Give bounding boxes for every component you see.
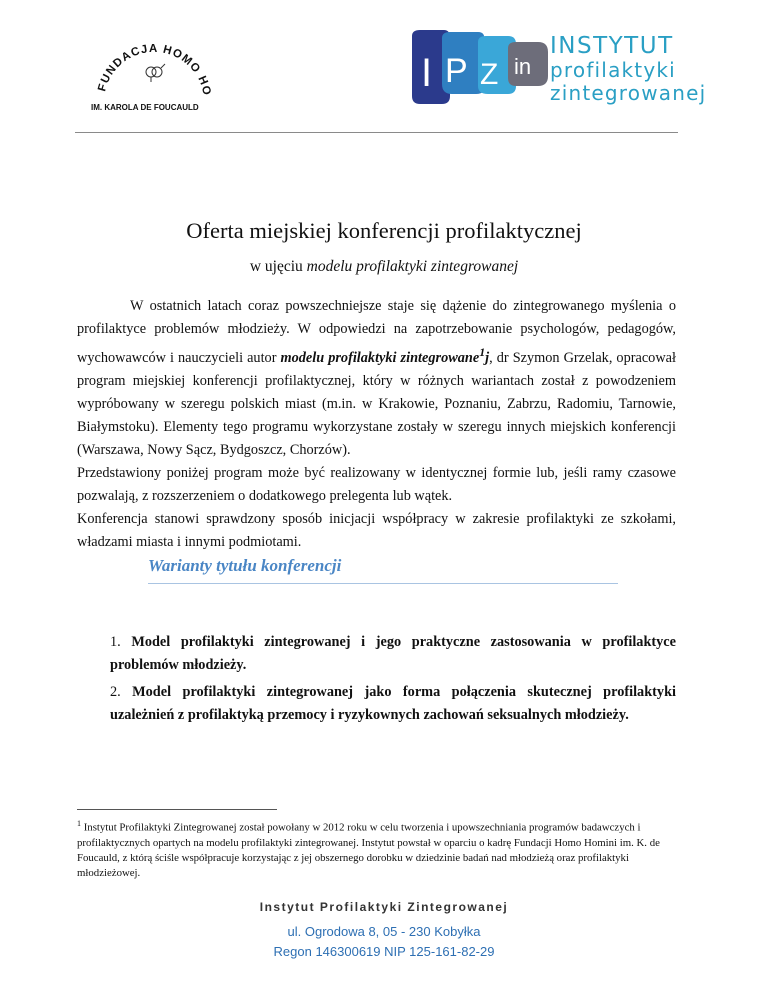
foundation-arc-text: FUNDACJA HOMO HO xyxy=(96,42,213,98)
footer-address: ul. Ogrodowa 8, 05 - 230 Kobyłka xyxy=(287,924,481,939)
variant-title: Model profilaktyki zintegrowanej i jego praktyczne zastosowania w profilaktyce problemów młodzieży. xyxy=(110,634,676,673)
variant-number: 2. xyxy=(110,684,133,700)
section-divider xyxy=(148,583,618,584)
svg-text:P: P xyxy=(445,52,468,90)
footnote xyxy=(77,816,677,881)
svg-text:FUNDACJA HOMO HOMINI xyxy=(85,22,213,97)
section-heading: Warianty tytułu konferencji xyxy=(148,556,342,575)
intro-paragraph: W ostatnich latach coraz powszechniejsze staje się dążenie do zintegrowanego myślenia o profilaktyce problemów młodzieży. W odpowiedzi na zapotrzebowanie psychologów, pedagogów, wychowawców i nauczycieli autor modelu profilaktyki zintegrowane$^1$j, dr Szymon Grzelak, opracował program miejskiej konferencji profilaktycznej, który w różnych wariantach został z powodzeniem wypróbowany w szeregu polskich miast (m.in. w Krakowie, Poznaniu, Zabrzu, Radomiu, Tarnowie, Białymstoku). Elementy tego programu wykorzystane zostały w szeregu innych miejskich konferencji (Warszawa, Nowy Sącz, Bydgoszcz, Chorzów). xyxy=(77,298,676,458)
subtitle-italic: modelu profilaktyki zintegrowanej xyxy=(306,258,519,275)
page-subtitle xyxy=(0,258,768,276)
foundation-logo-graphic xyxy=(85,22,235,114)
footnote-marker: 1 xyxy=(77,819,81,828)
list-item xyxy=(110,681,676,727)
footnote-ref[interactable]: 1 xyxy=(479,345,486,359)
variant-title: Model profilaktyki zintegrowanej jako forma połączenia skutecznej profilaktyki uzależnień z profilaktyką przemocy i ryzykownych zachowań seksualnych młodzieży. xyxy=(110,684,676,723)
footer-institute-name: Instytut Profilaktyki Zintegrowanej xyxy=(259,900,509,914)
gender-symbols-icon xyxy=(146,64,165,82)
header-divider xyxy=(75,132,678,133)
footnote-divider xyxy=(77,809,277,810)
foundation-logo xyxy=(85,22,235,114)
logo-line-zintegrowanej: zintegrowanej xyxy=(550,81,707,105)
footnote-text: Instytut Profilaktyki Zintegrowanej został powołany w 2012 roku w celu tworzenia i upowszechniania programów badawczych i profilaktycznych opartych na modelu profilaktyki zintegrowanej. Instytut powstał w oparciu o kadrę Fundacji Homo Homini im. K. de Foucauld, z którą ściśle współpracuje korzystając z jej obszernego dorobku w dziedzinie badań nad młodzieżą oraz profilaktyki młodzieżowej. xyxy=(77,821,660,880)
svg-text:Z: Z xyxy=(480,58,499,91)
intro-body xyxy=(77,295,676,554)
foundation-caption: IM. KAROLA DE FOUCAULD xyxy=(91,103,199,112)
subtitle-plain: w ujęciu xyxy=(249,258,307,275)
cooperation-paragraph: Konferencja stanowi sprawdzony sposób inicjacji współpracy w zakresie profilaktyki ze szkołami, władzami miasta i innymi podmiotami. xyxy=(77,510,676,550)
svg-text:I: I xyxy=(421,51,433,95)
list-item xyxy=(110,631,676,677)
ipz-puzzle-logo xyxy=(408,28,728,108)
logo-line-institute: INSTYTUT xyxy=(550,33,674,59)
model-emphasis: modelu profilaktyki zintegrowane$^1$j xyxy=(280,345,490,366)
footer-registry: Regon 146300619 NIP 125-161-82-29 xyxy=(273,944,495,959)
page-title: Oferta miejskiej konferencji profilaktycznej xyxy=(186,218,582,243)
variant-number: 1. xyxy=(110,634,132,650)
program-paragraph: Przedstawiony poniżej program może być realizowany w identycznej formie lub, jeśli ramy czasowe pozwalają, z rozszerzeniem o dodatkowego prelegenta lub wątek. xyxy=(77,464,676,504)
institute-logo xyxy=(408,28,728,108)
logo-line-profilaktyki: profilaktyki xyxy=(550,58,676,82)
footer-contact xyxy=(0,922,768,962)
svg-text:in: in xyxy=(514,54,532,79)
